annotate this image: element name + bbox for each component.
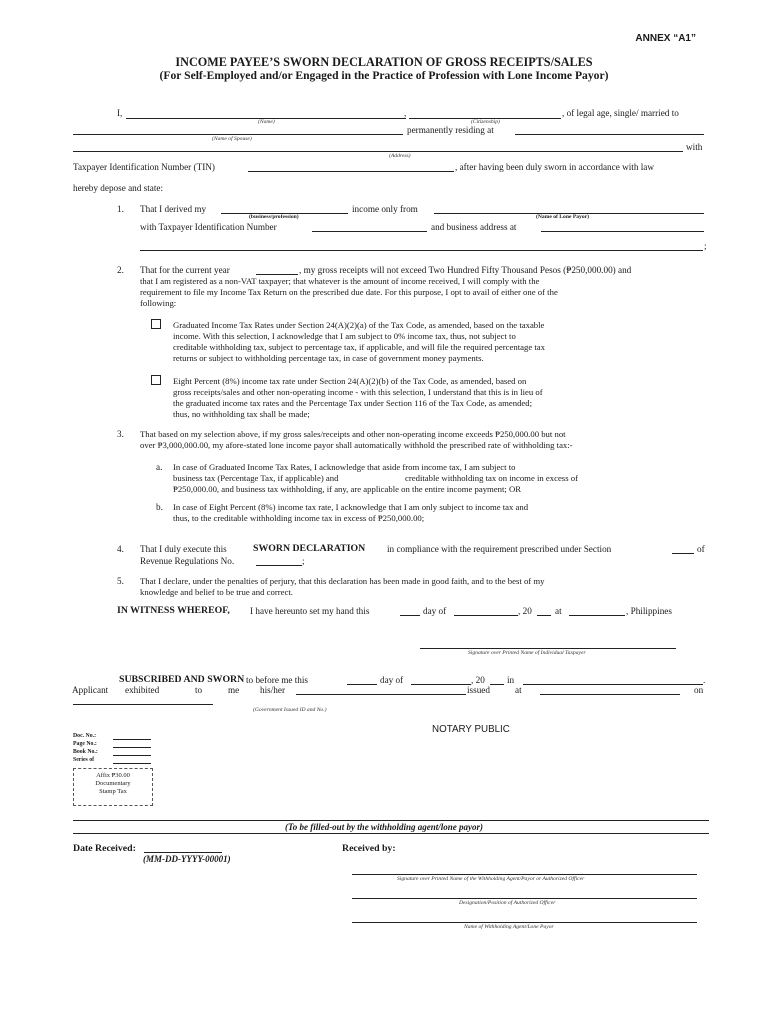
residence-field-2[interactable] <box>73 151 683 152</box>
sub-place-field[interactable] <box>523 684 703 685</box>
gov-id-caption: (Government Issued ID and No.) <box>253 707 327 713</box>
documentary-stamp-box <box>73 768 153 806</box>
agent-sig-caption: Signature over Printed Name of the Withholding Agent/Payor or Authorized Officer <box>397 876 585 882</box>
subscribed-bold: SUBSCRIBED AND SWORN <box>119 674 245 685</box>
sub-exhibited: exhibited <box>125 685 160 695</box>
item-4-pre: That I duly execute this <box>140 544 227 554</box>
opt1-line: Graduated Income Tax Rates under Section 24(A)(2)(a) of the Tax Code, as amended, based on the taxable <box>173 320 545 330</box>
sub-me: me <box>228 685 240 695</box>
item-3-num: 3. <box>117 429 124 439</box>
item-2-num: 2. <box>117 265 124 275</box>
stamp-line: Affix ₱30.00 <box>96 772 130 779</box>
doc-no-field[interactable] <box>113 739 151 740</box>
received-by-label: Received by: <box>342 843 396 854</box>
sub-in: in <box>507 675 515 685</box>
name-caption: (Name) <box>258 119 275 125</box>
item-4-bold: SWORN DECLARATION <box>253 543 366 554</box>
item-3a-line: ₱250,000.00, and business tax withholding, if any, are applicable on the entire income payment; OR <box>173 484 522 494</box>
spouse-field[interactable] <box>73 134 403 135</box>
item-3a-line: creditable withholding tax on income in excess of <box>405 473 578 483</box>
item-3b-label: b. <box>156 502 163 512</box>
item-1-end: ; <box>704 241 707 251</box>
subscribed-text: to before me this <box>246 675 308 685</box>
intro-i: I, <box>117 108 123 118</box>
book-no-field[interactable] <box>113 755 151 756</box>
item-4-post: in compliance with the requirement prescribed under Section <box>387 544 612 554</box>
item-2-line1a: That for the current year <box>140 265 230 275</box>
sworn-text: , after having been duly sworn in accordance with law <box>455 162 654 172</box>
item-5-num: 5. <box>117 576 124 586</box>
witness-day-field[interactable] <box>400 615 420 616</box>
item-2-line1b: , my gross receipts will not exceed Two Hundred Fifty Thousand Pesos (₱250,000.00) and <box>299 265 632 275</box>
address-caption: (Address) <box>389 153 411 159</box>
item-2-line3: requirement to file my Income Tax Return on the prescribed due date. For this purpose, I opt to avail of either one of the <box>140 287 558 297</box>
item-5-line1: That I declare, under the penalties of perjury, that this declaration has been made in good faith, and to the best of my <box>140 576 545 586</box>
sub-end: . <box>703 675 706 685</box>
item-4-num: 4. <box>117 544 124 554</box>
witness-year-field[interactable] <box>537 615 551 616</box>
tin-text: Taxpayer Identification Number (TIN) <box>73 162 215 172</box>
taxpayer-signature-field[interactable] <box>420 648 676 649</box>
date-format: (MM-DD-YYYY-00001) <box>143 854 231 864</box>
sub-issued: issued <box>467 685 490 695</box>
business-address-field-1[interactable] <box>541 231 704 232</box>
witness-bold: IN WITNESS WHEREOF, <box>117 605 230 616</box>
witness-at: at <box>555 606 562 616</box>
page-no-field[interactable] <box>113 747 151 748</box>
item-1-derived: That I derived my <box>140 204 207 214</box>
witness-ph: , Philippines <box>626 606 672 616</box>
sub-applicant: Applicant <box>72 685 109 695</box>
gov-id-field[interactable] <box>296 694 466 695</box>
page-no-label: Page No.: <box>73 741 97 747</box>
agent-name-caption: Name of Withholding Agent/Lone Payor <box>464 924 554 930</box>
payor-tin-field[interactable] <box>312 231 427 232</box>
item-1-business-address: and business address at <box>431 222 517 232</box>
item-2-line2: that I am registered as a non-VAT taxpayer; that whatever is the amount of income received, I will comply with the <box>140 276 540 286</box>
business-address-field-2[interactable] <box>140 250 703 251</box>
item-1-with-tin: with Taxpayer Identification Number <box>140 222 277 232</box>
item-4-end: ; <box>302 556 305 566</box>
agent-signature-field[interactable] <box>352 874 697 875</box>
item-3a-label: a. <box>156 462 163 472</box>
sub-month-field[interactable] <box>411 684 471 685</box>
sub-on: on <box>694 685 704 695</box>
depose-text: hereby depose and state: <box>73 183 164 193</box>
item-3a-line: business tax (Percentage Tax, if applicable) and <box>173 473 339 483</box>
designation-field[interactable] <box>352 898 697 899</box>
sub-to: to <box>195 685 203 695</box>
witness-month-field[interactable] <box>454 615 518 616</box>
item-4-of: of <box>697 544 705 554</box>
rr-number-field[interactable] <box>256 565 302 566</box>
residence-field-1[interactable] <box>515 134 704 135</box>
opt1-line: returns or subject to withholding percentage tax, in case of government money payments. <box>173 353 484 363</box>
residing-text: permanently residing at <box>407 125 494 135</box>
book-no-label: Book No.: <box>73 749 98 755</box>
sub-day-field[interactable] <box>347 684 377 685</box>
item-5-line2: knowledge and belief to be true and correct. <box>140 587 293 597</box>
stamp-line: Stamp Tax <box>99 788 127 795</box>
issued-at-field[interactable] <box>540 694 680 695</box>
business-caption: (business/profession) <box>249 214 299 220</box>
item-3b-line: thus, to the creditable withholding income tax in excess of ₱250,000.00; <box>173 513 425 523</box>
witness-text: I have hereunto set my hand this <box>250 606 370 616</box>
legal-age-text: , of legal age, single/ married to <box>562 108 679 118</box>
stamp-line: Documentary <box>95 780 131 787</box>
designation-caption: Designation/Position of Authorized Officer <box>459 900 556 906</box>
series-label: Series of <box>73 757 95 763</box>
tin-field[interactable] <box>248 171 454 172</box>
issued-on-field[interactable] <box>73 704 213 705</box>
witness-day-of: day of <box>423 606 447 616</box>
item-3-line1: That based on my selection above, if my gross sales/receipts and other non-operating income exceeds ₱250,000.00 but not <box>140 429 566 439</box>
opt1-line: income. With this selection, I acknowledge that I am subject to 0% income tax, thus, not subject to <box>173 331 516 341</box>
series-field[interactable] <box>113 763 151 764</box>
date-received-field[interactable] <box>144 852 222 853</box>
with-text: with <box>686 142 703 152</box>
agent-header: (To be filled-out by the withholding agent/lone payor) <box>285 822 483 832</box>
separator-bottom <box>73 833 709 834</box>
witness-year: , 20 <box>518 606 532 616</box>
spouse-caption: (Name of Spouse) <box>212 136 252 142</box>
item-3-line2: over ₱3,000,000.00, my afore-stated lone income payor shall automatically withhold the prescribed rate of withholding tax:- <box>140 440 573 450</box>
opt2-line: thus, no withholding tax shall be made; <box>173 409 310 419</box>
sub-hisher: his/her <box>260 685 286 695</box>
item-1-num: 1. <box>117 204 124 214</box>
agent-name-field[interactable] <box>352 922 697 923</box>
sub-year-field[interactable] <box>490 684 504 685</box>
sub-year: , 20 <box>471 675 485 685</box>
sub-day-of: day of <box>380 675 404 685</box>
sub-at: at <box>515 685 522 695</box>
date-received-label: Date Received: <box>73 843 136 854</box>
notary-public: NOTARY PUBLIC <box>432 724 510 735</box>
taxpayer-sig-caption: Signature over Printed Name of Individual Taxpayer <box>468 650 586 656</box>
form-title: INCOME PAYEE’S SWORN DECLARATION OF GROSS RECEIPTS/SALES <box>175 55 593 69</box>
opt1-line: creditable withholding tax, subject to percentage tax, if applicable, and will file the required percentage tax <box>173 342 545 352</box>
annex-label: ANNEX “A1” <box>635 33 696 44</box>
item-1-income-from: income only from <box>352 204 418 214</box>
item-4-line2: Revenue Regulations No. <box>140 556 235 566</box>
opt2-line: the graduated income tax rates and the Percentage Tax under Section 116 of the Tax Code, as amended; <box>173 398 533 408</box>
opt2-line: gross receipts/sales and other non-operating income - with this selection, I understand that this is in lieu of <box>173 387 543 397</box>
opt2-line: Eight Percent (8%) income tax rate under Section 24(A)(2)(b) of the Tax Code, as amended, based on <box>173 376 527 386</box>
section-field[interactable] <box>672 553 694 554</box>
witness-place-field[interactable] <box>569 615 625 616</box>
item-3b-line: In case of Eight Percent (8%) income tax rate, I acknowledge that I am only subject to income tax and <box>173 502 529 512</box>
payor-caption: (Name of Lone Payor) <box>536 214 589 220</box>
item-3a-line: In case of Graduated Income Tax Rates, I acknowledge that aside from income tax, I am subject to <box>173 462 516 472</box>
form-subtitle: (For Self-Employed and/or Engaged in the Practice of Profession with Lone Income Payor) <box>159 69 609 82</box>
option-graduated-checkbox[interactable] <box>151 319 161 329</box>
separator-top <box>73 820 709 821</box>
citizenship-caption: (Citizenship) <box>471 119 500 125</box>
option-eight-percent-checkbox[interactable] <box>151 375 161 385</box>
item-2-line4: following: <box>140 298 177 308</box>
current-year-field[interactable] <box>256 274 298 275</box>
doc-no-label: Doc. No.: <box>73 733 97 739</box>
